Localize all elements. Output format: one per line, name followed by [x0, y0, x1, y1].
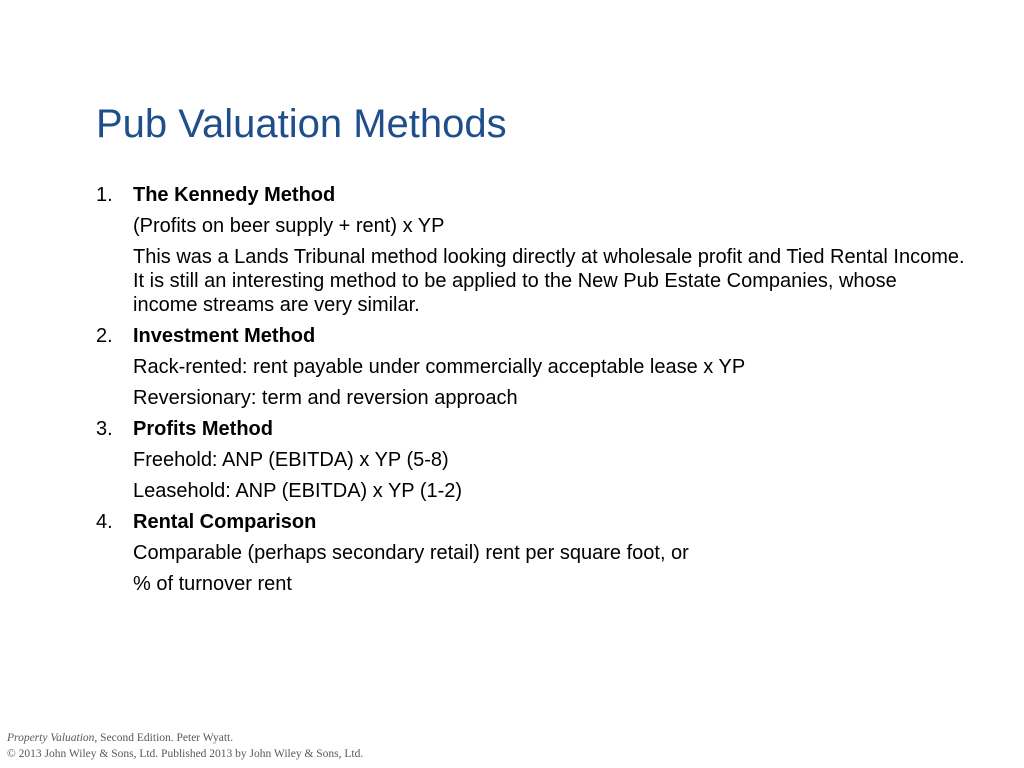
method-heading: Investment Method	[133, 325, 316, 347]
footer-copyright: © 2013 John Wiley & Sons, Ltd. Published 2013 by John Wiley & Sons, Ltd.	[7, 748, 364, 760]
method-line: Freehold: ANP (EBITDA) x YP (5-8)	[133, 449, 449, 471]
method-line: % of turnover rent	[133, 573, 292, 595]
method-head	[96, 321, 966, 352]
method-lines	[96, 352, 966, 414]
method-item-profits	[96, 414, 966, 507]
slide-title: Pub Valuation Methods	[96, 102, 507, 146]
method-item-kennedy	[96, 180, 966, 321]
method-head	[96, 414, 966, 445]
method-heading: Profits Method	[133, 418, 273, 440]
method-line: (Profits on beer supply + rent) x YP	[133, 215, 445, 237]
method-item-investment	[96, 321, 966, 414]
method-lines	[96, 538, 966, 600]
method-head	[96, 180, 966, 211]
method-heading: Rental Comparison	[133, 511, 317, 533]
method-lines	[96, 211, 966, 321]
method-list	[96, 180, 966, 600]
method-line: Reversionary: term and reversion approach	[133, 387, 518, 409]
footer-edition: , Second Edition. Peter Wyatt.	[94, 732, 234, 744]
method-item-rental-comparison	[96, 507, 966, 600]
method-lines	[96, 445, 966, 507]
method-line: Rack-rented: rent payable under commercially acceptable lease x YP	[133, 356, 746, 378]
method-number: 3.	[96, 418, 113, 440]
footer-book-title: Property Valuation	[7, 732, 95, 744]
method-line: Leasehold: ANP (EBITDA) x YP (1-2)	[133, 480, 463, 502]
method-line: Comparable (perhaps secondary retail) rent per square foot, or	[133, 542, 689, 564]
slide-footer	[7, 730, 363, 762]
method-heading: The Kennedy Method	[133, 184, 336, 206]
footer-citation	[7, 730, 363, 746]
method-number: 4.	[96, 511, 113, 533]
method-number: 1.	[96, 184, 113, 206]
method-number: 2.	[96, 325, 113, 347]
method-line: This was a Lands Tribunal method looking directly at wholesale profit and Tied Rental Income. It is still an interesting method to be applied to the New Pub Estate Companies, whose income streams are very similar.	[133, 246, 965, 316]
method-head	[96, 507, 966, 538]
